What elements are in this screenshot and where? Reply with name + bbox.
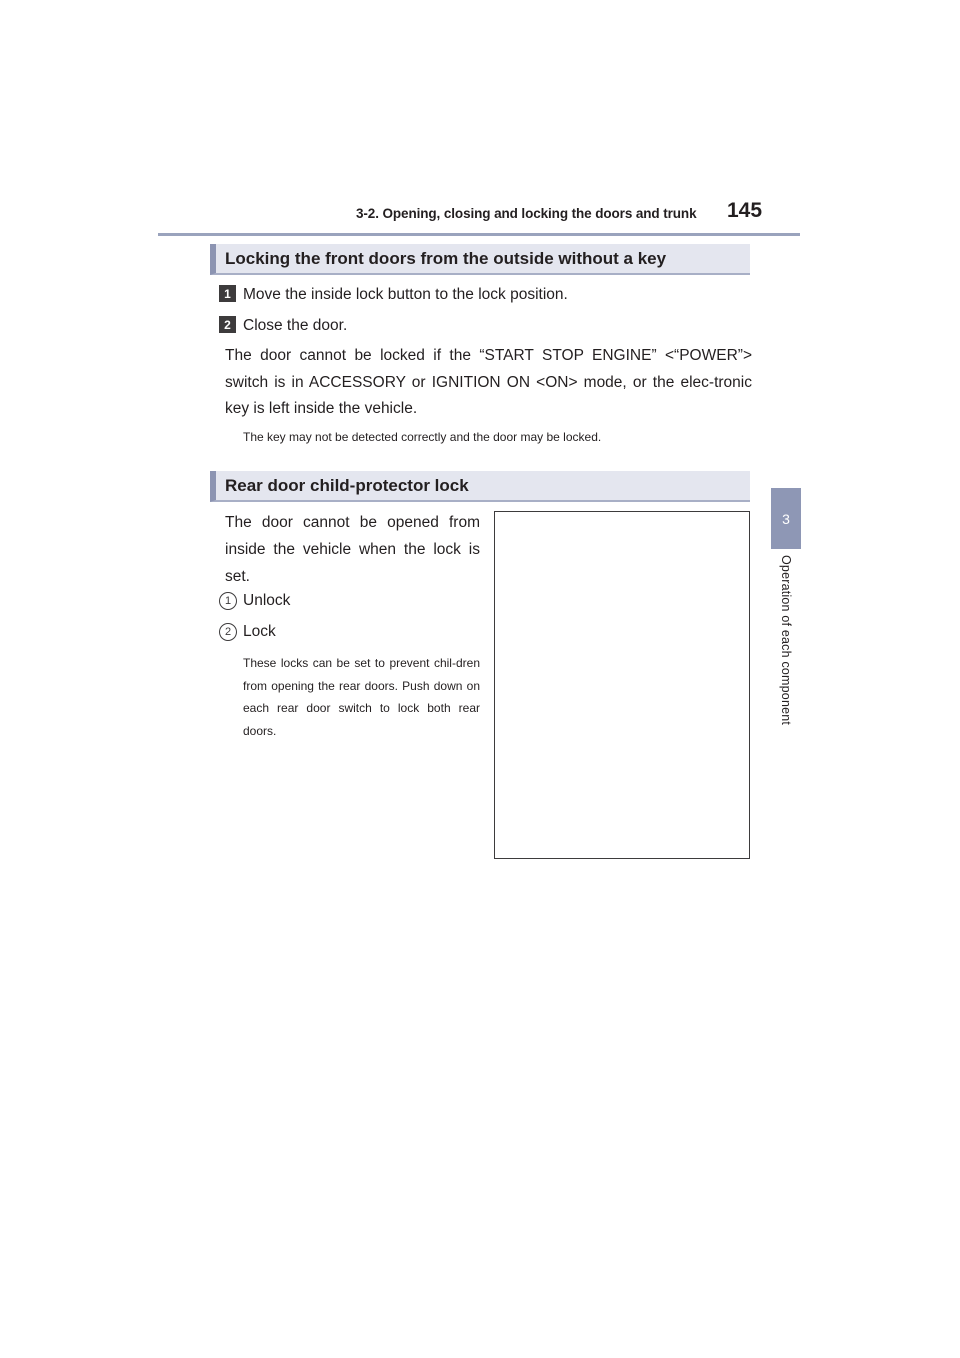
- section2-small-note: These locks can be set to prevent chil-dren from opening the rear doors. Push down on each rear door switch to lock both rear doors.: [243, 656, 480, 738]
- step-text-1: Move the inside lock button to the lock position.: [243, 286, 568, 303]
- step-marker-1: 1: [219, 285, 236, 302]
- section1-note: The door cannot be locked if the “START STOP ENGINE” <“POWER”> switch is in ACCESSORY or IGNITION ON <ON> mode, or the elec-tronic key is left inside the vehicle.: [225, 347, 752, 417]
- step-marker-2: 2: [219, 316, 236, 333]
- section2-intro: The door cannot be opened from inside the vehicle when the lock is set.: [225, 514, 480, 585]
- child-lock-illustration-frame: [494, 511, 750, 859]
- chapter-label-container: [771, 555, 801, 755]
- section-heading-child-lock: [210, 471, 750, 502]
- chapter-number: 3: [782, 510, 790, 527]
- callout-text-lock: Lock: [243, 623, 276, 640]
- running-header: 3-2. Opening, closing and locking the doors and trunk: [356, 206, 697, 221]
- chapter-tab: [771, 488, 801, 549]
- callout-marker-2: 2: [219, 623, 237, 641]
- callout-text-unlock: Unlock: [243, 592, 291, 609]
- chapter-label: Operation of each component: [779, 555, 793, 726]
- section1-small-note: The key may not be detected correctly and the door may be locked.: [243, 430, 602, 444]
- header-rule: [158, 233, 800, 236]
- section-heading-text: Locking the front doors from the outside without a key: [225, 248, 667, 268]
- section-heading-locking: [210, 244, 750, 275]
- step-text-2: Close the door.: [243, 317, 348, 334]
- callout-marker-1: 1: [219, 592, 237, 610]
- section-heading-text: Rear door child-protector lock: [225, 475, 469, 495]
- page-number: 145: [727, 199, 763, 222]
